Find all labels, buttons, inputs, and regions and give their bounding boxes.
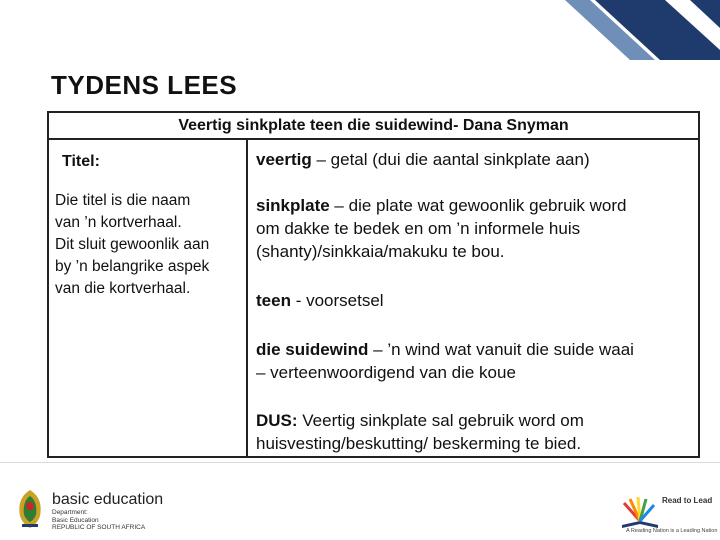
- logo-line: REPUBLIC OF SOUTH AFRICA: [52, 524, 146, 531]
- definition: Veertig sinkplate sal gebruik word om: [297, 411, 584, 430]
- definition: die plate wat gewoonlik gebruik word: [348, 196, 627, 215]
- conclusion: [256, 409, 696, 455]
- desc-line: Die titel is die naam: [55, 192, 191, 209]
- separator: -: [290, 291, 307, 310]
- column-divider: [246, 140, 248, 458]
- footer-divider: [0, 462, 720, 463]
- read-to-lead-logo-title: Read to Lead: [662, 496, 713, 505]
- desc-line: by ’n belangrike aspek: [55, 258, 210, 275]
- term: sinkplate: [256, 196, 330, 215]
- logo-line: Department:: [52, 509, 88, 516]
- basic-education-logo-title: basic education: [52, 491, 164, 508]
- table-title: Veertig sinkplate teen die suidewind- Dana Snyman: [49, 113, 698, 140]
- definition-sinkplate: [256, 194, 696, 263]
- definition: – verteenwoordigend van die koue: [256, 363, 516, 382]
- basic-education-logo-subtitle: [52, 509, 145, 532]
- separator: –: [311, 150, 331, 169]
- desc-line: van die kortverhaal.: [55, 280, 191, 297]
- definition: om dakke te bedek en om ’n informele huis: [256, 219, 581, 238]
- logo-line: Basic Education: [52, 516, 99, 524]
- definition: voorsetsel: [306, 291, 384, 310]
- desc-line: van ’n kortverhaal.: [55, 214, 182, 231]
- definition: (shanty)/sinkkaia/makuku te bou.: [256, 242, 505, 261]
- title-label: Titel:: [62, 153, 100, 170]
- term: veertig: [256, 150, 312, 169]
- read-to-lead-tagline: A Reading Nation is a Leading Nation: [626, 528, 718, 534]
- page-title: TYDENS LEES: [51, 70, 238, 100]
- definition-veertig: [256, 148, 696, 171]
- definition-suidewind: [256, 338, 696, 384]
- corner-stripes-icon: [520, 0, 720, 60]
- desc-line: Dit sluit gewoonlik aan: [55, 236, 210, 253]
- book-rays-icon: [618, 495, 662, 529]
- term: DUS:: [256, 411, 298, 430]
- definition: huisvesting/beskutting/ beskerming te bied.: [256, 434, 582, 453]
- vocabulary-table: [47, 111, 700, 458]
- separator: –: [368, 340, 388, 359]
- definition: ’n wind wat vanuit die suide waai: [387, 340, 634, 359]
- definition: getal (dui die aantal sinkplate aan): [330, 150, 590, 169]
- separator: –: [329, 196, 349, 215]
- term: teen: [256, 291, 291, 310]
- definition-teen: [256, 289, 696, 312]
- title-description: [55, 190, 243, 300]
- term: die suidewind: [256, 340, 369, 359]
- coat-of-arms-icon: [12, 488, 48, 530]
